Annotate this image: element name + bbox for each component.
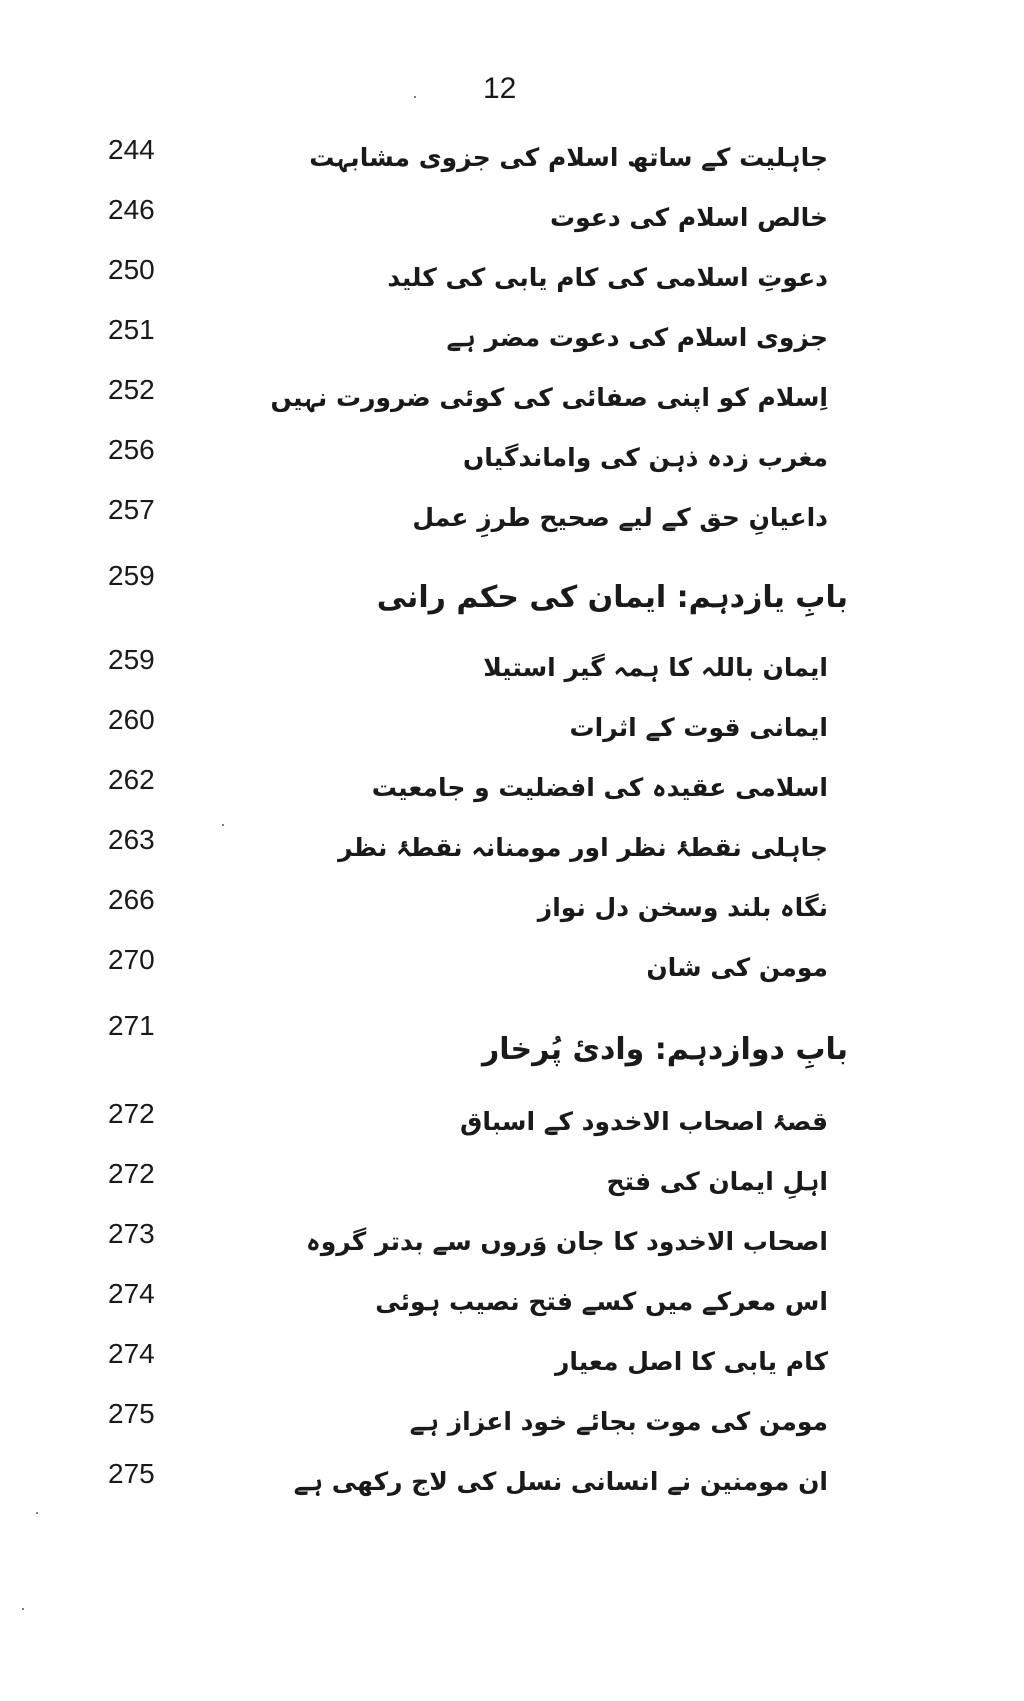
toc-page-number: 266: [108, 884, 155, 915]
toc-page-number: 273: [108, 1218, 155, 1249]
toc-entry: [108, 1334, 828, 1390]
toc-entry: [108, 130, 828, 186]
toc-entry: [108, 760, 828, 816]
toc-page-number: 263: [108, 824, 155, 855]
toc-page-number: 256: [108, 434, 155, 465]
toc-page-number: 275: [108, 1398, 155, 1429]
toc-title: مومن کی موت بجائے خود اعزاز ہے: [409, 1407, 828, 1436]
toc-title: ان مومنین نے انسانی نسل کی لاج رکھی ہے: [293, 1467, 828, 1496]
print-speck: [36, 1512, 38, 1514]
toc-entry: [108, 190, 828, 246]
print-speck: [22, 1608, 24, 1610]
toc-entry: [108, 1094, 828, 1150]
toc-entry: [108, 490, 828, 546]
chapter-heading: [108, 1006, 848, 1076]
toc-page-number: 246: [108, 194, 155, 225]
toc-page-number: 259: [108, 560, 155, 591]
toc-entry: [108, 1214, 828, 1270]
toc-entry: [108, 370, 828, 426]
toc-page-number: 244: [108, 134, 155, 165]
toc-page-number: 257: [108, 494, 155, 525]
toc-entry: [108, 820, 828, 876]
toc-title: اس معرکے میں کسے فتح نصیب ہوئی: [375, 1287, 828, 1316]
toc-entry: [108, 250, 828, 306]
toc-title: کام یابی کا اصل معیار: [554, 1347, 828, 1376]
toc-entry: [108, 940, 828, 996]
toc-entry: [108, 880, 828, 936]
chapter-title: بابِ یازدہم: ایمان کی حکم رانی: [376, 580, 848, 615]
toc-page-number: 271: [108, 1010, 155, 1041]
toc-title: ایمانی قوت کے اثرات: [569, 713, 828, 742]
toc-page-number: 260: [108, 704, 155, 735]
toc-page-number: 259: [108, 644, 155, 675]
toc-page-number: 272: [108, 1098, 155, 1129]
toc-title: اسلامی عقیدہ کی افضلیت و جامعیت: [371, 773, 828, 802]
toc-title: داعیانِ حق کے لیے صحیح طرزِ عمل: [412, 503, 828, 532]
chapter-heading: [108, 556, 848, 626]
toc-page-number: 250: [108, 254, 155, 285]
toc-page-number: 270: [108, 944, 155, 975]
toc-title: قصۂ اصحاب الاخدود کے اسباق: [459, 1107, 828, 1136]
toc-title: دعوتِ اسلامی کی کام یابی کی کلید: [387, 263, 828, 292]
toc-page-number: 274: [108, 1278, 155, 1309]
page-number: 12: [483, 72, 517, 105]
toc-page-number: 272: [108, 1158, 155, 1189]
toc-page-number: 252: [108, 374, 155, 405]
toc-page-number: 274: [108, 1338, 155, 1369]
toc-title: خالص اسلام کی دعوت: [549, 203, 828, 232]
toc-entry: [108, 700, 828, 756]
toc-title: جاہلیت کے ساتھ اسلام کی جزوی مشابہت: [309, 143, 828, 172]
toc-page-number: 251: [108, 314, 155, 345]
toc-entry: [108, 430, 828, 486]
toc-entry: [108, 1274, 828, 1330]
print-speck: [222, 824, 224, 826]
toc-title: ایمان باللہ کا ہمہ گیر استیلا: [483, 653, 828, 682]
toc-title: اِسلام کو اپنی صفائی کی کوئی ضرورت نہیں: [270, 383, 828, 412]
toc-title: مومن کی شان: [646, 953, 828, 982]
toc-entry: [108, 640, 828, 696]
toc-title: اہلِ ایمان کی فتح: [606, 1167, 828, 1196]
toc-entry: [108, 310, 828, 366]
toc-page-number: 262: [108, 764, 155, 795]
toc-title: جاہلی نقطۂ نظر اور مومنانہ نقطۂ نظر: [338, 833, 828, 862]
toc-entry: [108, 1454, 828, 1510]
toc-title: جزوی اسلام کی دعوت مضر ہے: [446, 323, 828, 352]
print-speck: [414, 96, 416, 98]
toc-page-number: 275: [108, 1458, 155, 1489]
toc-title: اصحاب الاخدود کا جان وَروں سے بدتر گروہ: [306, 1227, 828, 1256]
toc-entry: [108, 1154, 828, 1210]
toc-entry: [108, 1394, 828, 1450]
toc-title: نگاہ بلند وسخن دل نواز: [537, 893, 828, 922]
chapter-title: بابِ دوازدہم: وادیٔ پُرخار: [481, 1032, 848, 1067]
toc-title: مغرب زدہ ذہن کی واماندگیاں: [462, 443, 828, 472]
